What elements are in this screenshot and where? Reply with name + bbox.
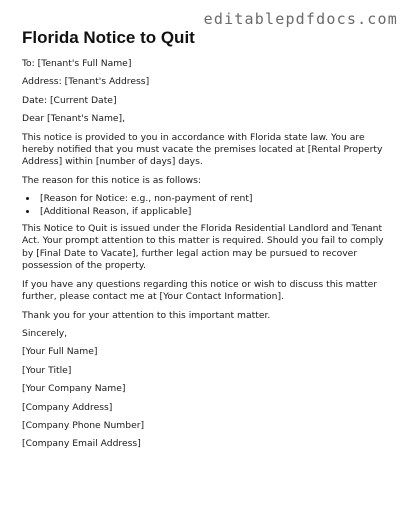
- to-field: To: [Tenant's Full Name]: [22, 58, 132, 69]
- reason-item: • [Reason for Notice: e.g., non-payment of rent]: [38, 193, 394, 205]
- contact-paragraph: If you have any questions regarding this notice or wish to discuss this matter further, please contact me at [Your Contact Information].: [22, 278, 378, 303]
- document-title: Florida Notice to Quit: [22, 28, 195, 47]
- intro-paragraph: This notice is provided to you in accordance with Florida state law. You are hereby notified that you must vacate the premises located at [Rental Property Address] within [number of days] days.: [22, 131, 383, 168]
- reason-lead: The reason for this notice is as follows:: [22, 174, 202, 186]
- signature-block: [22, 328, 394, 451]
- signature-email: [Company Email Address]: [22, 438, 141, 450]
- signature-company-address: [Company Address]: [22, 401, 113, 413]
- signature-company: [Your Company Name]: [22, 383, 126, 395]
- reason-list: [22, 193, 394, 218]
- salutation: Dear [Tenant's Name],: [22, 113, 126, 125]
- thanks-paragraph: Thank you for your attention to this important matter.: [22, 309, 271, 321]
- signature-name: [Your Full Name]: [22, 346, 98, 358]
- signature-title: [Your Title]: [22, 364, 72, 376]
- notice-document: [22, 28, 394, 457]
- site-watermark: editablepdfdocs.com: [203, 10, 398, 28]
- address-field: Address: [Tenant's Address]: [22, 76, 150, 88]
- act-paragraph: This Notice to Quit is issued under the Florida Residential Landlord and Tenant Act. Your prompt attention to this matter is required. Should you fail to comply by [Final Date to Vacate], further legal action may be pursued to recover possession of the property.: [22, 223, 384, 272]
- reason-item: • [Additional Reason, if applicable]: [38, 206, 394, 218]
- closing: Sincerely,: [22, 327, 68, 339]
- date-field: Date: [Current Date]: [22, 94, 117, 106]
- signature-phone: [Company Phone Number]: [22, 419, 145, 431]
